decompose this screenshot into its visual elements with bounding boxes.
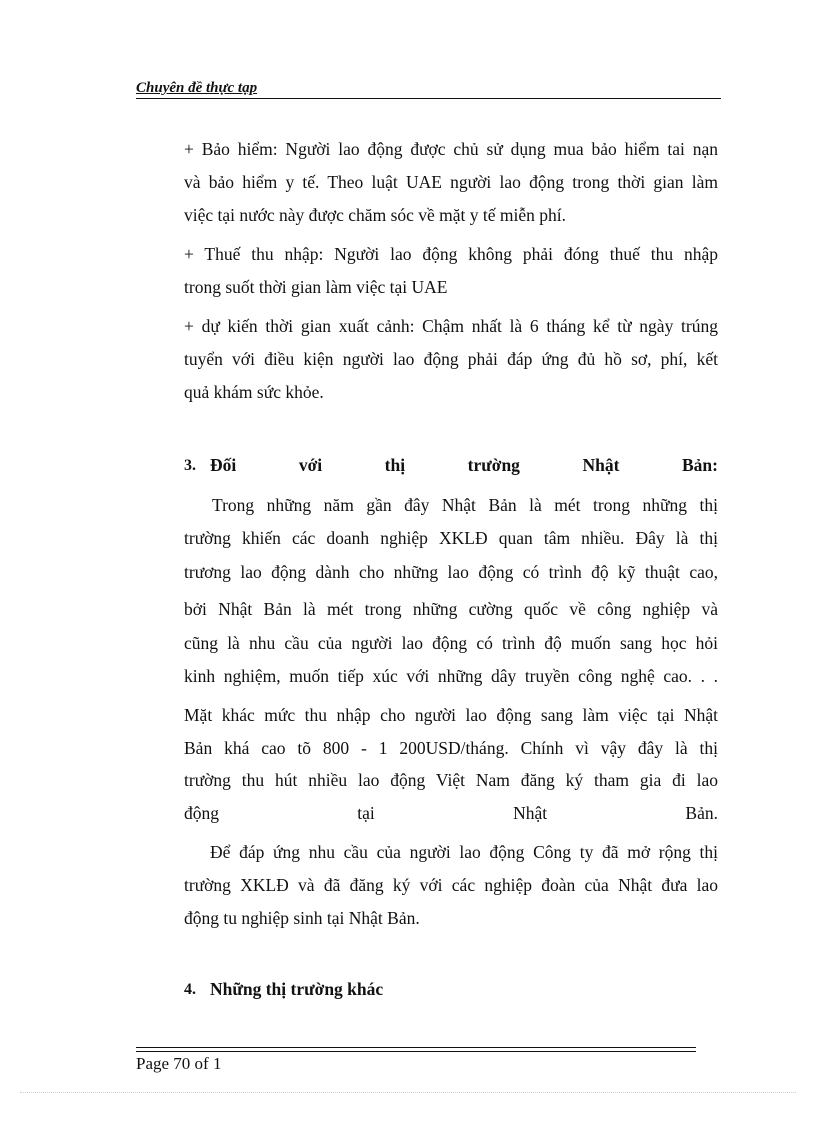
body-line: trương lao động dành cho những lao động có trình độ kỹ thuật cao,	[184, 562, 718, 582]
body-line: động tại Nhật Bản.	[184, 803, 718, 823]
body-line: và bảo hiểm y tế. Theo luật UAE người lao động trong thời gian làm	[184, 172, 718, 192]
footer-rule	[136, 1047, 696, 1052]
section-heading-4	[184, 978, 718, 1002]
section-number: 3.	[184, 457, 196, 474]
body-line: trong suốt thời gian làm việc tại UAE	[184, 277, 448, 297]
body-line: + Bảo hiểm: Người lao động được chủ sử dụng mua bảo hiểm tai nạn	[184, 139, 718, 159]
body-line: cũng là nhu cầu của người lao động có trình độ muốn sang học hỏi	[184, 633, 718, 653]
body-line: + dự kiến thời gian xuất cảnh: Chậm nhất là 6 tháng kể từ ngày trúng	[184, 316, 718, 336]
body-line: tuyển với điều kiện người lao động phải đáp ứng đủ hồ sơ, phí, kết	[184, 349, 718, 369]
page-edge	[20, 1092, 796, 1093]
body-line: trường khiến các doanh nghiệp XKLĐ quan tâm nhiều. Đây là thị	[184, 528, 718, 548]
body-line: trường XKLĐ và đã đăng ký với các nghiệp đoàn của Nhật đưa lao	[184, 875, 718, 895]
body-line: trường thu hút nhiều lao động Việt Nam đăng ký tham gia đi lao	[184, 770, 718, 790]
body-line: động tu nghiệp sinh tại Nhật Bản.	[184, 908, 420, 928]
body-line: quả khám sức khỏe.	[184, 382, 324, 402]
body-line: + Thuế thu nhập: Người lao động không phải đóng thuế thu nhập	[184, 244, 718, 264]
section-title: Đối với thị trường Nhật Bản:	[210, 455, 718, 475]
body-line: Để đáp ứng nhu cầu của người lao động Công ty đã mở rộng thị	[210, 842, 718, 862]
section-title: Những thị trường khác	[210, 979, 384, 999]
body-line: Mặt khác mức thu nhập cho người lao động sang làm việc tại Nhật	[184, 705, 718, 725]
body-line: kinh nghiệm, muốn tiếp xúc với những dây truyền công nghệ cao. . .	[184, 666, 718, 686]
body-line: bởi Nhật Bản là mét trong những cường quốc về công nghiệp và	[184, 599, 718, 619]
page-number: Page 70 of 1	[136, 1054, 222, 1073]
section-heading-3	[184, 454, 718, 478]
body-line: việc tại nước này được chăm sóc về mặt y tế miễn phí.	[184, 205, 567, 225]
section-number: 4.	[184, 981, 196, 998]
body-line: Trong những năm gần đây Nhật Bản là mét trong những thị	[212, 495, 718, 515]
body-line: Bản khá cao tõ 800 - 1 200USD/tháng. Chính vì vậy đây là thị	[184, 738, 718, 758]
document-body	[184, 0, 718, 1040]
header-title: Chuyên đề thực tạp	[136, 80, 258, 96]
